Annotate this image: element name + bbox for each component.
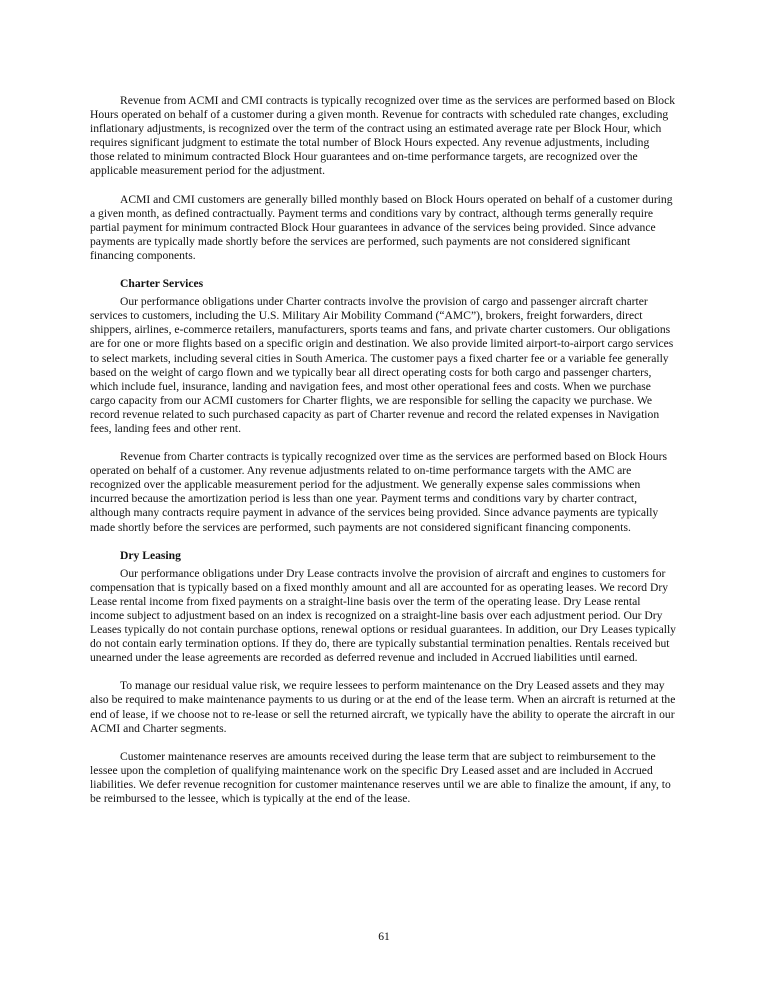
paragraph-spacer: [90, 263, 676, 277]
dry-lease-obligations-paragraph: Our performance obligations under Dry Lease contracts involve the provision of aircraft and engines to customers for compensation that is typically based on a fixed monthly amount and all are accounted for as operating leases. We record Dry Lease rental income from fixed payments on a straight-line basis over the term of the operating lease. Dry Lease rental income subject to adjustment based on an index is recognized on a straight-line basis over each adjustment period. Our Dry Leases typically do not contain purchase options, renewal options or residual guarantees. In addition, our Dry Leases typically do not contain early termination options. If they do, there are typically substantial termination penalties. Rentals received but unearned under the lease agreements are recorded as deferred revenue and included in Accrued liabilities until earned.: [90, 566, 676, 665]
charter-obligations-paragraph: Our performance obligations under Charter contracts involve the provision of cargo and passenger aircraft charter services to customers, including the U.S. Military Air Mobility Command (“AMC”), brokers, freight forwarders, direct shippers, airlines, e-commerce retailers, manufacturers, sports teams and fans, and private charter customers. Our obligations are for one or more flights based on a specific origin and destination. We also provide limited airport-to-airport cargo services to select markets, including several cities in South America. The customer pays a fixed charter fee or a variable fee generally based on the weight of cargo flown and we typically bear all direct operating costs for both cargo and passenger charters, which include fuel, insurance, landing and navigation fees, and most other operational fees and costs. When we purchase cargo capacity from our ACMI customers for Charter flights, we are responsible for selling the capacity we purchase. We record revenue related to such purchased capacity as part of Charter revenue and record the related expenses in Navigation fees, landing fees and other rent.: [90, 295, 674, 435]
maintenance-reserves-paragraph: Customer maintenance reserves are amounts received during the lease term that are subject to reimbursement to the lessee upon the completion of qualifying maintenance work on the specific Dry Leased asset and are included in Accrued liabilities. We defer revenue recognition for customer maintenance reserves until we are able to finalize the amount, if any, to be reimbursed to the lessee, which is typically at the end of the lease.: [90, 749, 671, 806]
page-number: 61: [378, 930, 390, 943]
dry-leasing-heading: Dry Leasing: [120, 548, 181, 562]
paragraph-spacer: [90, 179, 676, 193]
acmi-billing-paragraph: ACMI and CMI customers are generally billed monthly based on Block Hours operated on behalf of a customer during a given month, as defined contractually. Payment terms and conditions vary by contract, although terms generally require partial payment for minimum contracted Block Hour guarantees in advance of the services being provided. Since advance payments are typically made shortly before the services are performed, such payments are not considered significant financing components.: [90, 192, 673, 262]
document-body: [90, 94, 676, 806]
charter-services-heading: Charter Services: [120, 277, 204, 291]
charter-revenue-paragraph: Revenue from Charter contracts is typically recognized over time as the services are performed based on Block Hours operated on behalf of a customer. Any revenue adjustments related to on-time performance targets with the AMC are recognized over the applicable measurement period for the adjustment. We generally expense sales commissions when incurred because the amortization period is less than one year. Payment terms and conditions vary by charter contract, although many contracts require payment in advance of the services being provided. Since advance payments are typically made shortly before the services are performed, such payments are not considered significant financing components.: [90, 450, 667, 534]
acmi-revenue-paragraph: Revenue from ACMI and CMI contracts is typically recognized over time as the services are performed based on Block Hours operated on behalf of a customer during a given month. Revenue for contracts with scheduled rate changes, excluding inflationary adjustments, is recognized over the term of the contract using an estimated average rate per Block Hour, which requires significant judgment to estimate the total number of Block Hours expected. Any revenue adjustments, including those related to minimum contracted Block Hour guarantees and on-time performance targets, are recognized over the applicable measurement period for the adjustment.: [90, 94, 676, 178]
paragraph-spacer: [90, 665, 676, 679]
paragraph-spacer: [90, 436, 676, 450]
paragraph-spacer: [90, 736, 676, 750]
residual-value-risk-paragraph: To manage our residual value risk, we require lessees to perform maintenance on the Dry Leased assets and they may also be required to make maintenance payments to us during or at the end of the lease term. When an aircraft is returned at the end of lease, if we choose not to re-lease or sell the returned aircraft, we typically have the ability to operate the aircraft in our ACMI and Charter segments.: [90, 679, 676, 735]
paragraph-spacer: [90, 535, 676, 549]
